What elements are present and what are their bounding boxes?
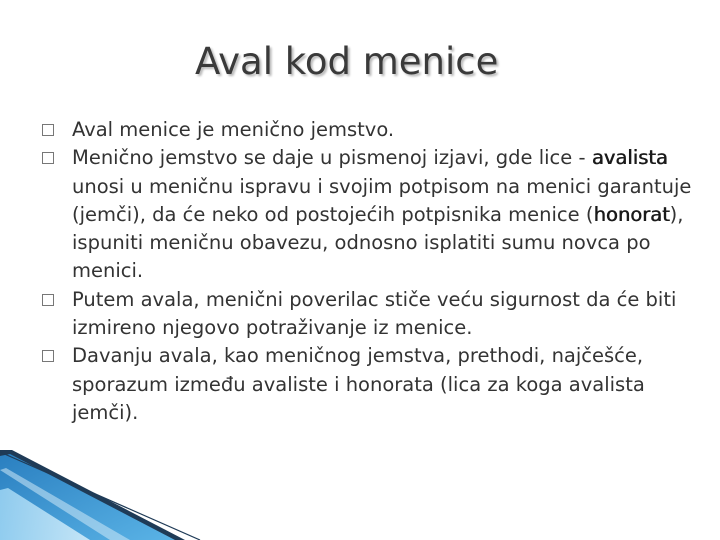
slide-title: Aval kod menice bbox=[195, 40, 499, 83]
bullet-text: Davanju avala, kao meničnog jemstva, prethodi, najčešće, sporazum između avaliste i honorata (lica za koga avalista jemči). bbox=[72, 344, 645, 424]
square-bullet-icon bbox=[42, 294, 54, 306]
bullet-keyword: honorat bbox=[593, 202, 670, 226]
corner-decoration bbox=[0, 450, 720, 540]
square-bullet-icon bbox=[42, 124, 54, 136]
square-bullet-icon bbox=[42, 350, 54, 362]
bullet-text: Aval menice je menično jemstvo. bbox=[72, 118, 395, 141]
bullet-text: Putem avala, menični poverilac stiče veću sigurnost da će biti izmireno njegovo potraživanje iz menice. bbox=[72, 287, 677, 340]
bullet-item bbox=[42, 342, 702, 427]
square-bullet-icon bbox=[42, 152, 54, 164]
bullet-list bbox=[42, 116, 702, 427]
bullet-keyword: avalista bbox=[591, 146, 668, 170]
bullet-item bbox=[42, 144, 702, 285]
bullet-text: unosi u meničnu ispravu i svojim potpisom na menici garantuje (jemči), da će neko od postojećih potpisnika menice ( bbox=[72, 174, 692, 226]
bullet-text: Menično jemstvo se daje u pismenoj izjavi, gde lice - bbox=[72, 146, 592, 170]
bullet-text: ), ispuniti meničnu obavezu, odnosno isplatiti sumu novca po menici. bbox=[72, 202, 684, 283]
bullet-item bbox=[42, 116, 702, 144]
bullet-item bbox=[42, 286, 702, 343]
